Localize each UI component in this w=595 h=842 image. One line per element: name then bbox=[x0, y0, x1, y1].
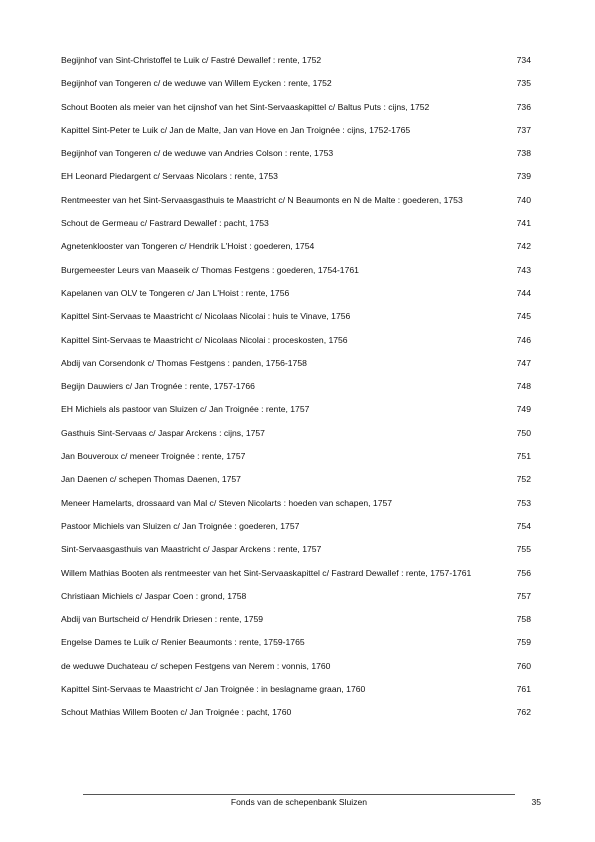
entry-description: Kapittel Sint-Servaas te Maastricht c/ Jan Troignée : in beslagname graan, 1760 bbox=[61, 684, 366, 695]
inventory-entry bbox=[61, 215, 531, 231]
entry-number: 739 bbox=[516, 171, 531, 182]
entry-number: 754 bbox=[516, 520, 531, 531]
entry-number: 757 bbox=[516, 590, 531, 601]
entry-number: 747 bbox=[516, 357, 531, 368]
entry-description: Begijnhof van Tongeren c/ de weduwe van Willem Eycken : rente, 1752 bbox=[61, 78, 332, 89]
entry-number: 753 bbox=[516, 497, 531, 508]
entry-description: Rentmeester van het Sint-Servaasgasthuis te Maastricht c/ N Beaumonts en N de Malte : goederen, 1753 bbox=[61, 194, 463, 205]
entry-number: 745 bbox=[516, 311, 531, 322]
entry-description: Sint-Servaasgasthuis van Maastricht c/ Jaspar Arckens : rente, 1757 bbox=[61, 544, 322, 555]
entry-number: 755 bbox=[516, 544, 531, 555]
entry-description: Burgemeester Leurs van Maaseik c/ Thomas Festgens : goederen, 1754-1761 bbox=[61, 264, 359, 275]
inventory-entry bbox=[61, 495, 531, 511]
entry-number: 749 bbox=[516, 404, 531, 415]
page-number: 35 bbox=[531, 797, 541, 807]
entry-description: Pastoor Michiels van Sluizen c/ Jan Troignée : goederen, 1757 bbox=[61, 520, 300, 531]
entry-description: de weduwe Duchateau c/ schepen Festgens van Nerem : vonnis, 1760 bbox=[61, 660, 331, 671]
inventory-entry bbox=[61, 75, 531, 91]
entry-number: 760 bbox=[516, 660, 531, 671]
entry-description: Jan Daenen c/ schepen Thomas Daenen, 1757 bbox=[61, 474, 241, 485]
entry-description: Begijn Dauwiers c/ Jan Trognée : rente, 1757-1766 bbox=[61, 381, 255, 392]
entry-description: Schout Mathias Willem Booten c/ Jan Troignée : pacht, 1760 bbox=[61, 707, 292, 718]
inventory-entry bbox=[61, 704, 531, 720]
inventory-entry bbox=[61, 518, 531, 534]
entry-description: Kapittel Sint-Servaas te Maastricht c/ Nicolaas Nicolai : proceskosten, 1756 bbox=[61, 334, 348, 345]
entry-description: EH Leonard Piedargent c/ Servaas Nicolars : rente, 1753 bbox=[61, 171, 278, 182]
inventory-entry bbox=[61, 611, 531, 627]
inventory-entry bbox=[61, 448, 531, 464]
inventory-entry bbox=[61, 471, 531, 487]
inventory-entry bbox=[61, 145, 531, 161]
entry-description: Jan Bouveroux c/ meneer Troignée : rente, 1757 bbox=[61, 451, 246, 462]
entry-number: 759 bbox=[516, 637, 531, 648]
entry-description: Christiaan Michiels c/ Jaspar Coen : grond, 1758 bbox=[61, 590, 247, 601]
inventory-entry bbox=[61, 378, 531, 394]
inventory-entry bbox=[61, 588, 531, 604]
entry-description: Kapittel Sint-Servaas te Maastricht c/ Nicolaas Nicolai : huis te Vinave, 1756 bbox=[61, 311, 351, 322]
entry-description: Willem Mathias Booten als rentmeester van het Sint-Servaaskapittel c/ Fastrard Dewallef : rente, 1757-1761 bbox=[61, 567, 472, 578]
inventory-entry bbox=[61, 192, 531, 208]
inventory-entry bbox=[61, 168, 531, 184]
inventory-entry bbox=[61, 541, 531, 557]
inventory-entry bbox=[61, 658, 531, 674]
entry-description: Abdij van Burtscheid c/ Hendrik Driesen : rente, 1759 bbox=[61, 614, 264, 625]
entry-description: Begijnhof van Tongeren c/ de weduwe van Andries Colson : rente, 1753 bbox=[61, 148, 334, 159]
entry-description: Kapittel Sint-Peter te Luik c/ Jan de Malte, Jan van Hove en Jan Troignée : cijns, 1752-1765 bbox=[61, 124, 411, 135]
entry-number: 758 bbox=[516, 614, 531, 625]
entry-number: 752 bbox=[516, 474, 531, 485]
entry-number: 740 bbox=[516, 194, 531, 205]
footer-divider bbox=[83, 794, 515, 795]
inventory-entry bbox=[61, 401, 531, 417]
entry-number: 743 bbox=[516, 264, 531, 275]
inventory-entry bbox=[61, 308, 531, 324]
inventory-entry bbox=[61, 52, 531, 68]
entry-description: Abdij van Corsendonk c/ Thomas Festgens : panden, 1756-1758 bbox=[61, 357, 307, 368]
inventory-entry bbox=[61, 99, 531, 115]
entry-number: 762 bbox=[516, 707, 531, 718]
inventory-entry bbox=[61, 122, 531, 138]
inventory-entry bbox=[61, 634, 531, 650]
entry-number: 751 bbox=[516, 451, 531, 462]
entry-description: Schout de Germeau c/ Fastrard Dewallef : pacht, 1753 bbox=[61, 218, 269, 229]
inventory-list bbox=[61, 52, 531, 728]
inventory-entry bbox=[61, 565, 531, 581]
entry-description: Kapelanen van OLV te Tongeren c/ Jan L'Hoist : rente, 1756 bbox=[61, 287, 290, 298]
entry-number: 737 bbox=[516, 124, 531, 135]
entry-description: Gasthuis Sint-Servaas c/ Jaspar Arckens : cijns, 1757 bbox=[61, 427, 265, 438]
entry-number: 738 bbox=[516, 148, 531, 159]
entry-number: 761 bbox=[516, 684, 531, 695]
entry-number: 735 bbox=[516, 78, 531, 89]
entry-description: Engelse Dames te Luik c/ Renier Beaumonts : rente, 1759-1765 bbox=[61, 637, 305, 648]
inventory-entry bbox=[61, 332, 531, 348]
entry-number: 756 bbox=[516, 567, 531, 578]
entry-number: 741 bbox=[516, 218, 531, 229]
entry-description: Schout Booten als meier van het cijnshof van het Sint-Servaaskapittel c/ Baltus Puts : cijns, 1752 bbox=[61, 101, 430, 112]
inventory-entry bbox=[61, 262, 531, 278]
entry-number: 744 bbox=[516, 287, 531, 298]
entry-description: EH Michiels als pastoor van Sluizen c/ Jan Troignée : rente, 1757 bbox=[61, 404, 310, 415]
entry-number: 734 bbox=[516, 55, 531, 65]
footer-title: Fonds van de schepenbank Sluizen bbox=[230, 797, 368, 807]
entry-description: Agnetenklooster van Tongeren c/ Hendrik L'Hoist : goederen, 1754 bbox=[61, 241, 315, 252]
inventory-entry bbox=[61, 355, 531, 371]
entry-description: Begijnhof van Sint-Christoffel te Luik c/ Fastré Dewallef : rente, 1752 bbox=[61, 55, 322, 65]
entry-number: 742 bbox=[516, 241, 531, 252]
entry-number: 736 bbox=[516, 101, 531, 112]
entry-number: 750 bbox=[516, 427, 531, 438]
inventory-entry bbox=[61, 238, 531, 254]
inventory-entry bbox=[61, 681, 531, 697]
inventory-entry bbox=[61, 285, 531, 301]
inventory-entry bbox=[61, 425, 531, 441]
entry-number: 746 bbox=[516, 334, 531, 345]
entry-description: Meneer Hamelarts, drossaard van Mal c/ Steven Nicolarts : hoeden van schapen, 1757 bbox=[61, 497, 393, 508]
entry-number: 748 bbox=[516, 381, 531, 392]
